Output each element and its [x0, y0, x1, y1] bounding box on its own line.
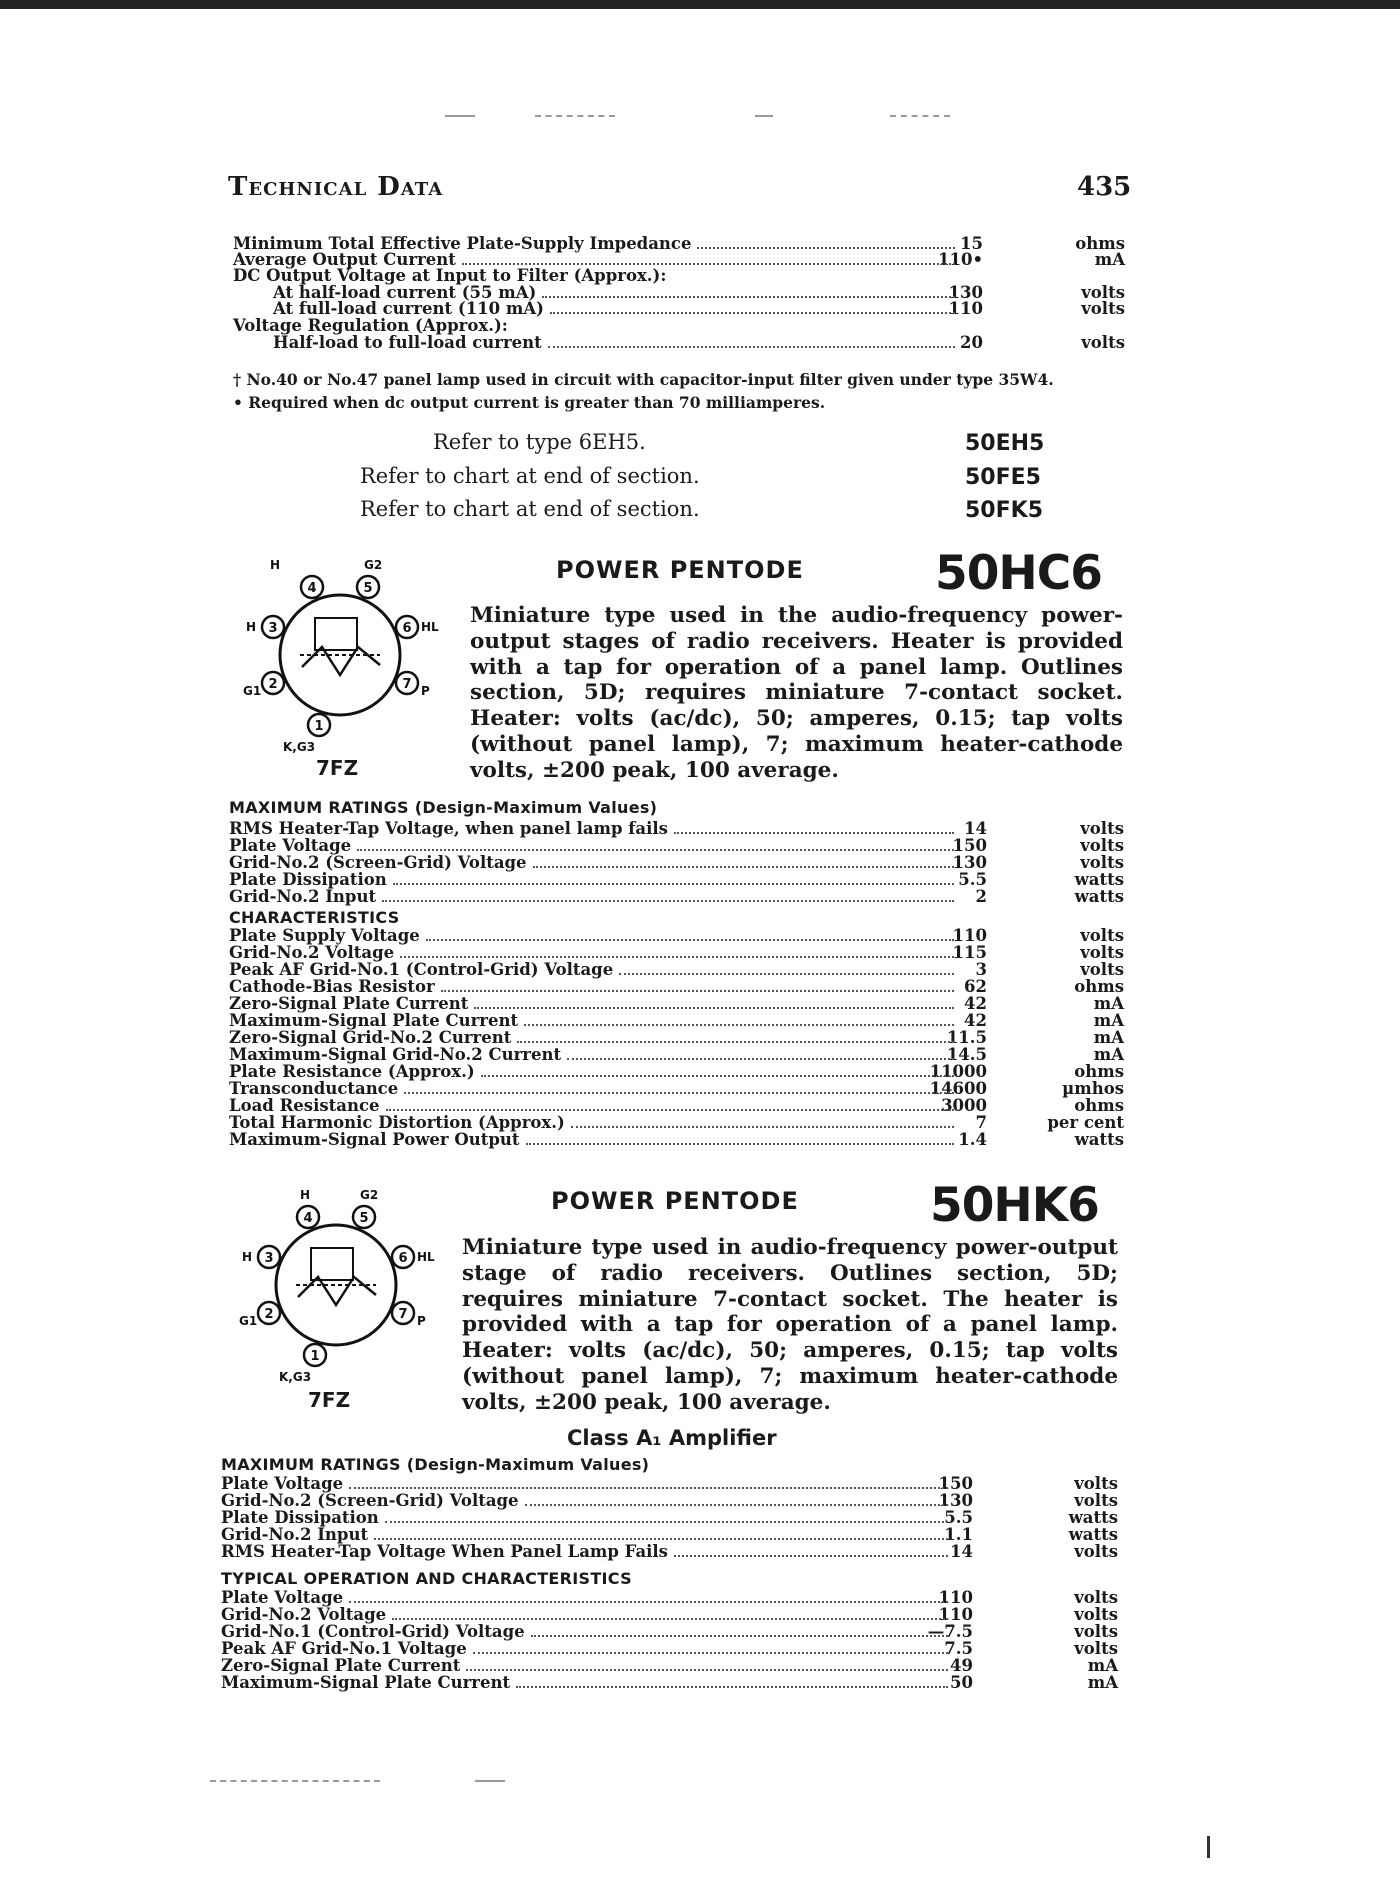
svg-text:6: 6 — [402, 621, 412, 636]
row-value: 110• — [938, 250, 983, 269]
dot-leader — [481, 1075, 954, 1077]
dot-leader — [374, 1538, 948, 1540]
max-ratings-heading-50hk6 — [221, 1455, 649, 1474]
table-row: Grid-No.2 Voltage 115 volts — [229, 943, 1124, 962]
row-label: Average Output Current — [233, 250, 456, 269]
section-title-50hc6: POWER PENTODE — [556, 556, 804, 584]
dot-leader — [517, 1041, 954, 1043]
svg-text:6: 6 — [398, 1251, 408, 1266]
table-row: Plate Dissipation 5.5 watts — [229, 870, 1124, 889]
row-label: Half-load to full-load current — [273, 333, 542, 352]
dot-leader — [385, 1521, 948, 1523]
svg-text:5: 5 — [359, 1211, 369, 1226]
table-row: Maximum-Signal Grid-No.2 Current 14.5 mA — [229, 1045, 1124, 1064]
dot-leader — [382, 900, 954, 902]
characteristics-heading-50hc6: CHARACTERISTICS — [229, 908, 400, 927]
table-row: Maximum-Signal Power Output 1.4 watts — [229, 1130, 1124, 1149]
scan-artifact — [535, 115, 615, 117]
svg-text:K,G3: K,G3 — [283, 740, 316, 754]
dot-leader — [426, 939, 954, 941]
dot-leader — [473, 1652, 948, 1654]
type-50hc6: 50HC6 — [935, 546, 1102, 601]
row-label: DC Output Voltage at Input to Filter (Approx.): — [233, 266, 667, 285]
svg-text:H: H — [270, 558, 281, 572]
scan-top-border — [0, 0, 1400, 9]
table-row: Grid-No.2 Input 2 watts — [229, 887, 1124, 906]
description-50hk6: Miniature type used in audio-frequency power-output stage of radio receivers. Outlines section, 5D; requires miniature 7-contact socket. The heater is provided with a tap for operation of a panel lamp. Heater: volts (ac/dc), 50; amperes, 0.15; tap volts (without panel lamp), 7; maximum heater-cathode volts, ±200 peak, 100 average. — [462, 1235, 1118, 1415]
dot-leader — [404, 1092, 954, 1094]
svg-text:4: 4 — [303, 1211, 313, 1226]
table-row: Plate Voltage 150 volts — [221, 1474, 1118, 1493]
dot-leader — [386, 1109, 955, 1111]
table-row: Plate Resistance (Approx.) 11000 ohms — [229, 1062, 1124, 1081]
table-row: Cathode-Bias Resistor 62 ohms — [229, 977, 1124, 996]
type-50eh5: 50EH5 — [965, 431, 1045, 456]
page-title: Technical Data — [228, 172, 444, 202]
scan-artifact — [890, 115, 950, 117]
svg-text:H: H — [300, 1188, 311, 1202]
svg-text:P: P — [421, 684, 430, 698]
dot-leader — [474, 1007, 954, 1009]
svg-text:G1: G1 — [243, 684, 262, 698]
table-row: RMS Heater-Tap Voltage When Panel Lamp Fails 14 volts — [221, 1542, 1118, 1561]
type-50fe5: 50FE5 — [965, 465, 1041, 490]
basing-code-50hk6: 7FZ — [308, 1388, 351, 1412]
dot-leader — [393, 883, 954, 885]
dot-leader — [400, 956, 954, 958]
dot-leader — [697, 247, 955, 249]
description-50hc6: Miniature type used in the audio-frequency power-output stages of radio receivers. Heater is provided with a tap for operation of a panel lamp. Outlines section, 5D; requires miniature 7-contact socket. Heater: volts (ac/dc), 50; amperes, 0.15; tap volts (without panel lamp), 7; maximum heater-cathode volts, ±200 peak, 100 average. — [470, 603, 1123, 783]
dot-leader — [674, 832, 954, 834]
svg-text:H: H — [246, 620, 257, 634]
table-row: Grid-No.2 (Screen-Grid) Voltage 130 volts — [229, 853, 1124, 872]
refer-text-50fk5: Refer to chart at end of section. — [360, 497, 700, 521]
table-row: Zero-Signal Plate Current 49 mA — [221, 1656, 1118, 1675]
dot-leader — [619, 973, 954, 975]
scan-artifact — [1207, 1836, 1210, 1858]
basing-code-50hc6: 7FZ — [316, 756, 359, 780]
row-unit: volts — [1081, 333, 1125, 352]
table-row: Grid-No.2 (Screen-Grid) Voltage 130 volts — [221, 1491, 1118, 1510]
page-number: 435 — [1077, 172, 1132, 202]
table-row: Peak AF Grid-No.1 Voltage 7.5 volts — [221, 1639, 1118, 1658]
heading-subtitle: (Design-Maximum Values) — [406, 1455, 650, 1474]
table-row: Maximum-Signal Plate Current 50 mA — [221, 1673, 1118, 1692]
row-label: Voltage Regulation (Approx.): — [233, 316, 508, 335]
dot-leader — [349, 1601, 948, 1603]
scan-artifact — [755, 115, 773, 117]
table-row: Zero-Signal Plate Current 42 mA — [229, 994, 1124, 1013]
svg-text:3: 3 — [268, 621, 278, 636]
row-unit: ohms — [1075, 234, 1125, 253]
dot-leader — [674, 1555, 948, 1557]
type-50fk5: 50FK5 — [965, 498, 1043, 523]
table-row: Plate Voltage 110 volts — [221, 1588, 1118, 1607]
svg-text:K,G3: K,G3 — [279, 1370, 312, 1384]
table-row: Grid-No.2 Input 1.1 watts — [221, 1525, 1118, 1544]
dot-leader — [525, 1504, 948, 1506]
table-row: Plate Voltage 150 volts — [229, 836, 1124, 855]
footnote-dagger: † No.40 or No.47 panel lamp used in circuit with capacitor-input filter given under type 35W4. — [233, 370, 1054, 389]
svg-text:HL: HL — [421, 620, 439, 634]
footnote-bullet: • Required when dc output current is greater than 70 milliamperes. — [233, 393, 826, 412]
refer-text-50eh5: Refer to type 6EH5. — [433, 430, 646, 454]
row-value: 15 — [960, 234, 983, 253]
table-row: Peak AF Grid-No.1 (Control-Grid) Voltage 3 volts — [229, 960, 1124, 979]
class-heading-50hk6: Class A₁ Amplifier — [567, 1426, 777, 1450]
dot-leader — [516, 1686, 948, 1688]
dot-leader — [567, 1058, 954, 1060]
row-value: 20 — [960, 333, 983, 352]
row-unit: volts — [1081, 299, 1125, 318]
dot-leader — [531, 1635, 948, 1637]
svg-text:7: 7 — [398, 1307, 408, 1322]
svg-text:P: P — [417, 1314, 426, 1328]
row-unit: mA — [1094, 250, 1125, 269]
dot-leader — [466, 1669, 948, 1671]
svg-text:H: H — [242, 1250, 253, 1264]
type-50hk6: 50HK6 — [930, 1178, 1099, 1233]
table-row: Load Resistance 3000 ohms — [229, 1096, 1124, 1115]
heading-subtitle: (Design-Maximum Values) — [414, 798, 658, 817]
table-row: Zero-Signal Grid-No.2 Current 11.5 mA — [229, 1028, 1124, 1047]
table-row: Grid-No.1 (Control-Grid) Voltage —7.5 volts — [221, 1622, 1118, 1641]
svg-text:5: 5 — [363, 581, 373, 596]
dot-leader — [526, 1143, 955, 1145]
table-row: Maximum-Signal Plate Current 42 mA — [229, 1011, 1124, 1030]
scan-artifact — [210, 1780, 380, 1782]
dot-leader — [571, 1126, 954, 1128]
svg-text:7: 7 — [402, 677, 412, 692]
section-title-50hk6: POWER PENTODE — [551, 1187, 799, 1215]
row-value: 130 — [948, 283, 983, 302]
dot-leader — [392, 1618, 948, 1620]
table-row: Total Harmonic Distortion (Approx.) 7 per cent — [229, 1113, 1124, 1132]
svg-text:G2: G2 — [364, 558, 383, 572]
svg-text:HL: HL — [417, 1250, 435, 1264]
dot-leader — [441, 990, 954, 992]
svg-text:1: 1 — [310, 1349, 320, 1364]
table-row: Plate Dissipation 5.5 watts — [221, 1508, 1118, 1527]
dot-leader — [357, 849, 954, 851]
max-ratings-heading-50hc6 — [229, 798, 657, 817]
dot-leader — [542, 296, 955, 298]
row-label: At full-load current (110 mA) — [273, 299, 544, 318]
dot-leader — [550, 312, 955, 314]
row-unit: volts — [1081, 283, 1125, 302]
table-row: RMS Heater-Tap Voltage, when panel lamp fails 14 volts — [229, 819, 1124, 838]
svg-text:G1: G1 — [239, 1314, 258, 1328]
dot-leader — [548, 346, 955, 348]
table-row: Transconductance 14600 µmhos — [229, 1079, 1124, 1098]
scan-artifact — [475, 1780, 505, 1782]
table-row — [233, 335, 1125, 352]
row-label: At half-load current (55 mA) — [273, 283, 537, 302]
svg-text:G2: G2 — [360, 1188, 379, 1202]
table-row: Plate Supply Voltage 110 volts — [229, 926, 1124, 945]
svg-text:4: 4 — [307, 581, 317, 596]
dot-leader — [349, 1487, 948, 1489]
dot-leader — [524, 1024, 954, 1026]
svg-text:2: 2 — [268, 677, 278, 692]
heading-text: MAXIMUM RATINGS — [229, 798, 409, 817]
dot-leader — [533, 866, 954, 868]
row-label: Minimum Total Effective Plate-Supply Impedance — [233, 234, 692, 253]
basing-diagram-7fz-50hk6 — [236, 1185, 436, 1385]
row-value: 110 — [948, 299, 983, 318]
svg-text:2: 2 — [264, 1307, 274, 1322]
svg-text:3: 3 — [264, 1251, 274, 1266]
basing-diagram-7fz-50hc6 — [240, 555, 440, 755]
scan-artifact — [445, 115, 475, 117]
svg-text:1: 1 — [314, 719, 324, 734]
heading-text: MAXIMUM RATINGS — [221, 1455, 401, 1474]
refer-text-50fe5: Refer to chart at end of section. — [360, 464, 700, 488]
typical-heading-50hk6: TYPICAL OPERATION AND CHARACTERISTICS — [221, 1569, 632, 1588]
table-row: Grid-No.2 Voltage 110 volts — [221, 1605, 1118, 1624]
dot-leader — [462, 263, 955, 265]
